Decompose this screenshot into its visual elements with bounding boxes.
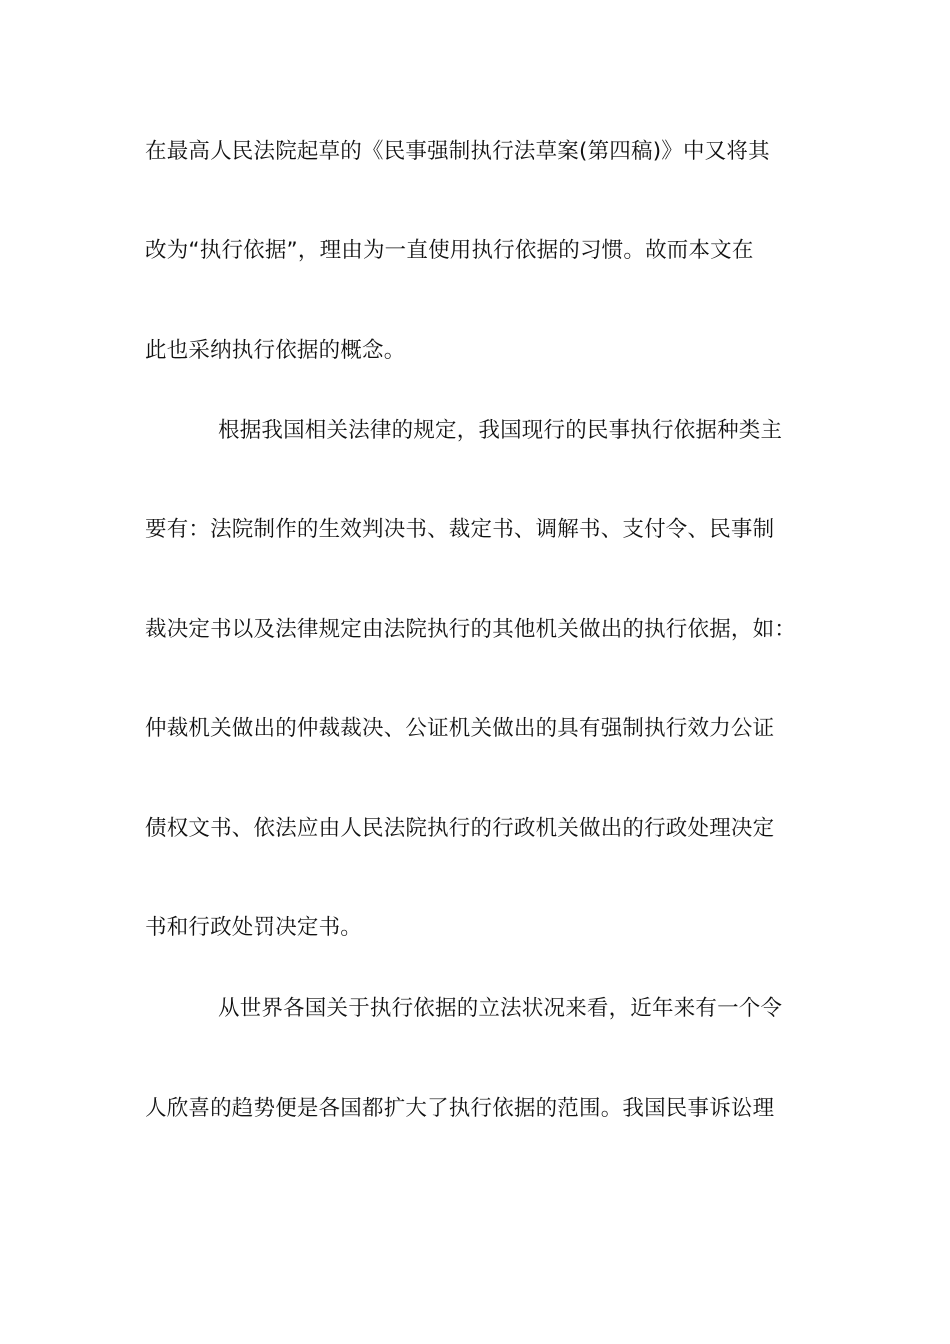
paragraph-start-line: 根据我国相关法律的规定，我国现行的民事执行依据种类主 [218,418,783,443]
text-line: 要有：法院制作的生效判决书、裁定书、调解书、支付令、民事制 [145,517,775,542]
text-line: 人欣喜的趋势便是各国都扩大了执行依据的范围。我国民事诉讼理 [145,1096,775,1121]
text-line: 此也采纳执行依据的概念。 [145,338,406,363]
paragraph-start-line: 从世界各国关于执行依据的立法状况来看，近年来有一个令 [218,996,783,1021]
text-line: 在最高人民法院起草的《民事强制执行法草案(第四稿)》中又将其 [145,139,770,164]
text-line: 裁决定书以及法律规定由法院执行的其他机关做出的执行依据，如： [145,617,797,642]
text-line: 书和行政处罚决定书。 [145,915,363,940]
text-line: 改为“执行依据”，理由为一直使用执行依据的习惯。故而本文在 [145,238,754,263]
text-line: 债权文书、依法应由人民法院执行的行政机关做出的行政处理决定 [145,816,775,841]
text-line: 仲裁机关做出的仲裁裁决、公证机关做出的具有强制执行效力公证 [145,716,775,741]
